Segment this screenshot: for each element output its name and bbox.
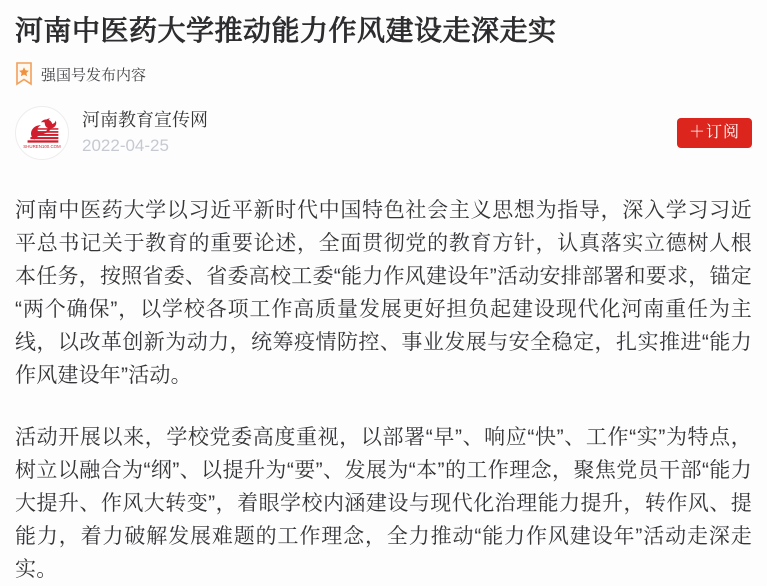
publisher-avatar[interactable] xyxy=(15,106,69,160)
publisher-name[interactable]: 河南教育宣传网 xyxy=(82,109,208,130)
svg-text:SHUREN100.COM: SHUREN100.COM xyxy=(23,143,61,149)
article-paragraph: 河南中医药大学以习近平新时代中国特色社会主义思想为指导，深入学习习近平总书记关于教育的重要论述，全面贯彻党的教育方针，认真落实立德树人根本任务，按照省委、省委高校工委“能力作风建设年”活动安排部署和要求，锚定“两个确保”，以学校各项工作高质量发展更好担负起建设现代化河南重任为主线，以改革创新为动力，统筹疫情防控、事业发展与安全稳定，扎实推进“能力作风建设年”活动。 xyxy=(15,199,752,387)
source-badge-label: 强国号发布内容 xyxy=(41,66,147,84)
bookmark-star-icon xyxy=(15,62,33,86)
shuren-swan-logo-icon xyxy=(16,106,68,160)
publish-date: 2022-04-25 xyxy=(82,136,169,156)
article-page xyxy=(0,13,767,586)
article-body xyxy=(15,194,752,586)
subscribe-button[interactable]: ＋订阅 xyxy=(677,118,752,148)
page-title: 河南中医药大学推动能力作风建设走深走实 xyxy=(15,15,557,46)
publisher-meta xyxy=(82,110,208,156)
publisher-row xyxy=(15,106,752,160)
article-paragraph: 活动开展以来，学校党委高度重视，以部署“早”、响应“快”、工作“实”为特点，树立以融合为“纲”、以提升为“要”、发展为“本”的工作理念，聚焦党员干部“能力大提升、作风大转变”，着眼学校内涵建设与现代化治理能力提升，转作风、提能力，着力破解发展难题的工作理念，全力推动“能力作风建设年”活动走深走实。 xyxy=(15,426,752,581)
source-badge xyxy=(15,62,752,86)
